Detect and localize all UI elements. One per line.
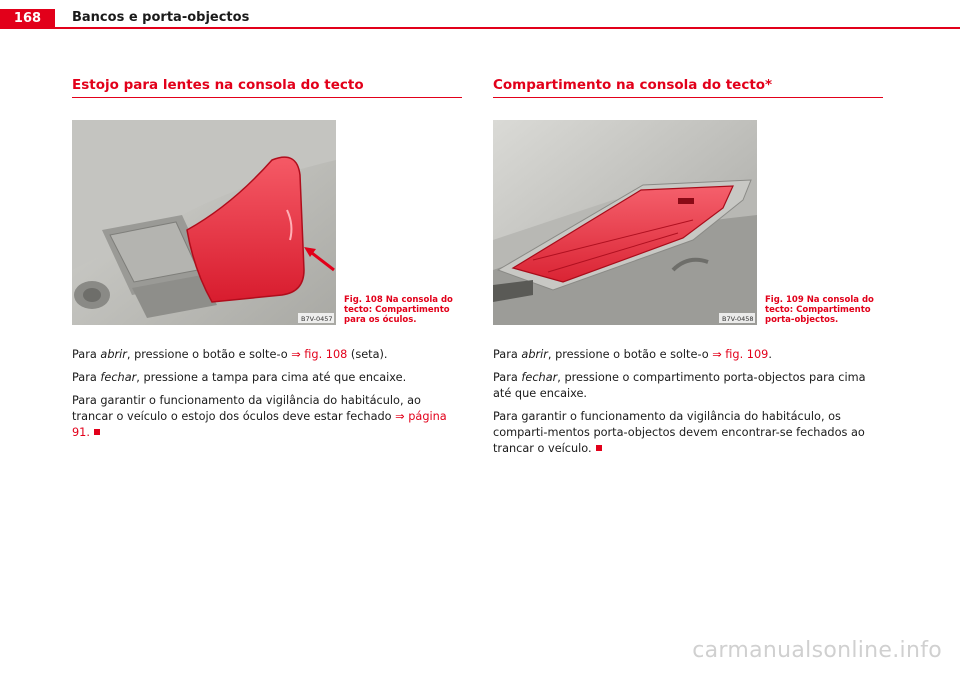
page-link[interactable]: ⇒ página 91. <box>72 410 447 439</box>
section-title: Estojo para lentes na consola do tecto <box>72 77 364 93</box>
figure-109-caption: Fig. 109 Na consola do tecto: Compartimento porta-objectos. <box>765 295 874 325</box>
watermark: carmanualsonline.info <box>692 638 942 663</box>
page-number: 168 <box>0 9 55 28</box>
figure-row <box>493 120 883 325</box>
figure-109-code: B7V-0458 <box>722 315 754 323</box>
paragraph: Para fechar, pressione o compartimento porta-objectos para cima até que encaixe. <box>493 371 866 400</box>
left-body-text <box>72 347 462 441</box>
figure-108-code: B7V-0457 <box>301 315 333 323</box>
right-body-text <box>493 347 883 457</box>
figure-108-illustration <box>72 120 336 325</box>
paragraph: Para abrir, pressione o botão e solte-o ⇒ fig. 109. <box>493 348 772 361</box>
end-mark-icon <box>596 445 602 451</box>
paragraph: Para garantir o funcionamento da vigilância do habitáculo, ao trancar o veículo o estojo dos óculos deve estar fechado ⇒ página 91. <box>72 394 447 439</box>
section-rule <box>493 97 883 98</box>
figure-109-illustration <box>493 120 757 325</box>
left-column <box>72 76 462 448</box>
header-rule <box>0 27 960 29</box>
paragraph: Para abrir, pressione o botão e solte-o ⇒ fig. 108 (seta). <box>72 348 388 361</box>
paragraph: Para garantir o funcionamento da vigilância do habitáculo, os comparti-mentos porta-objectos devem encontrar-se fechados ao trancar o veículo. <box>493 410 865 455</box>
figure-link[interactable]: ⇒ fig. 109 <box>712 348 769 361</box>
figure-109 <box>493 120 757 325</box>
paragraph: Para fechar, pressione a tampa para cima até que encaixe. <box>72 371 407 384</box>
figure-108 <box>72 120 336 325</box>
figure-link[interactable]: ⇒ fig. 108 <box>291 348 348 361</box>
figure-row <box>72 120 462 325</box>
page-header <box>0 0 960 28</box>
running-title: Bancos e porta-objectos <box>72 10 250 25</box>
section-rule <box>72 97 462 98</box>
right-column <box>493 76 883 464</box>
section-title: Compartimento na consola do tecto* <box>493 77 773 93</box>
figure-108-caption: Fig. 108 Na consola do tecto: Compartimento para os óculos. <box>344 295 453 325</box>
end-mark-icon <box>94 429 100 435</box>
